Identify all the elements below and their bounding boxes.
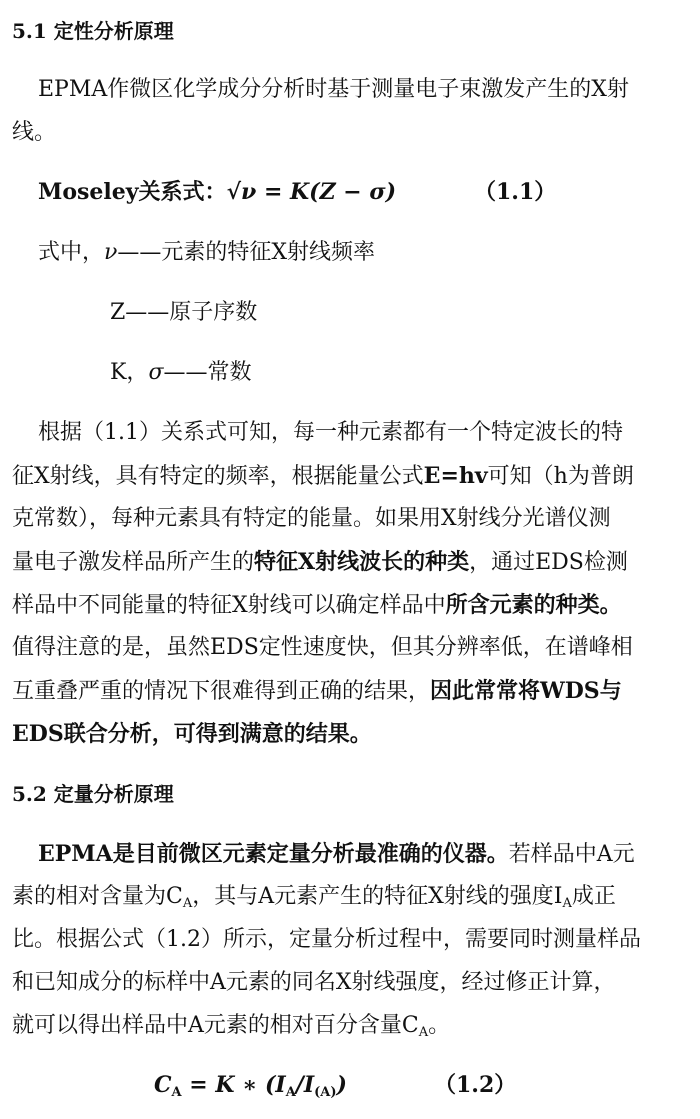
formula-part: ) <box>336 1072 347 1098</box>
paragraph-line <box>12 463 700 490</box>
where-line-nu <box>38 240 700 266</box>
moseley-formula: √ν = K(Z − σ) <box>226 179 397 205</box>
paragraph-line <box>12 549 700 576</box>
text-span: 若样品中A元 <box>508 842 635 867</box>
text-span: 征X射线，具有特定的频率，根据能量公式 <box>12 464 424 489</box>
text-span: 成正 <box>571 884 616 909</box>
text-span: ，通过EDS检测 <box>469 550 628 575</box>
paragraph-line: 和已知成分的标样中A元素的同名X射线强度，经过修正计算， <box>12 970 616 995</box>
where-line-z: Z——原子序数 <box>110 300 258 325</box>
paragraph-line <box>12 884 700 910</box>
paragraph-line <box>12 1013 700 1039</box>
paragraph-line <box>38 841 700 868</box>
paragraph-line: 线。 <box>12 120 57 145</box>
emphasis-text: EPMA是目前微区元素定量分析最准确的仪器。 <box>38 841 509 867</box>
text-span: 。 <box>428 1013 451 1038</box>
subscript: (A) <box>314 1085 337 1100</box>
subscript: A <box>182 896 193 911</box>
equation-number: （1.1） <box>474 179 557 205</box>
paragraph-line: 根据（1.1）关系式可知，每一种元素都有一个特定波长的特 <box>38 420 623 445</box>
formula-part: /I <box>295 1072 315 1098</box>
where-prefix: 式中， <box>38 240 105 265</box>
subscript: A <box>562 896 572 911</box>
subscript: A <box>285 1085 296 1100</box>
equation-number: （1.2） <box>434 1072 517 1098</box>
text-span: 量电子激发样品所产生的 <box>12 550 255 575</box>
paragraph-line: 克常数），每种元素具有特定的能量。如果用X射线分光谱仪测 <box>12 506 611 531</box>
text-span: 互重叠严重的情况下很难得到正确的结果， <box>12 679 431 704</box>
subscript: A <box>171 1085 182 1100</box>
text-span: ，其与A元素产生的特征X射线的强度I <box>192 884 563 909</box>
paragraph-line: EDS联合分析，可得到满意的结果。 <box>12 721 372 747</box>
emphasis-text: 因此常常将WDS与 <box>430 678 622 704</box>
text-span: 可知（h为普朗 <box>487 464 634 489</box>
paragraph-line: 比。根据公式（1.2）所示，定量分析过程中，需要同时测量样品 <box>12 927 641 952</box>
where-line-k <box>110 360 700 386</box>
where-sigma-text: ——常数 <box>163 360 252 385</box>
where-nu-text: ——元素的特征X射线频率 <box>117 240 376 265</box>
quantitative-equation <box>154 1072 700 1098</box>
emphasis-text: 所含元素的种类。 <box>445 592 622 618</box>
energy-formula: E=hv <box>423 463 488 489</box>
subscript: A <box>418 1025 429 1040</box>
emphasis-text: 特征X射线波长的种类 <box>254 549 470 575</box>
symbol-nu: ν <box>104 240 118 265</box>
paragraph-line: 值得注意的是，虽然EDS定性速度快，但其分辨率低，在谱峰相 <box>12 635 633 660</box>
paragraph-line <box>12 592 700 619</box>
paragraph-line: EPMA作微区化学成分分析时基于测量电子束激发产生的X射 <box>38 77 629 102</box>
where-k-prefix: K， <box>110 360 149 385</box>
paragraph-line <box>12 678 700 705</box>
moseley-equation <box>38 179 700 205</box>
section-heading-5-2: 5.2 定量分析原理 <box>12 782 174 806</box>
section-heading-5-1: 5.1 定性分析原理 <box>12 19 174 43</box>
formula-part: = K ∗ (I <box>181 1072 286 1098</box>
text-span: 就可以得出样品中A元素的相对百分含量C <box>12 1013 419 1038</box>
text-span: 素的相对含量为C <box>12 884 183 909</box>
formula-part: C <box>154 1072 172 1098</box>
symbol-sigma: σ <box>148 360 164 385</box>
moseley-label: Moseley关系式： <box>38 179 227 205</box>
text-span: 样品中不同能量的特征X射线可以确定样品中 <box>12 593 446 618</box>
